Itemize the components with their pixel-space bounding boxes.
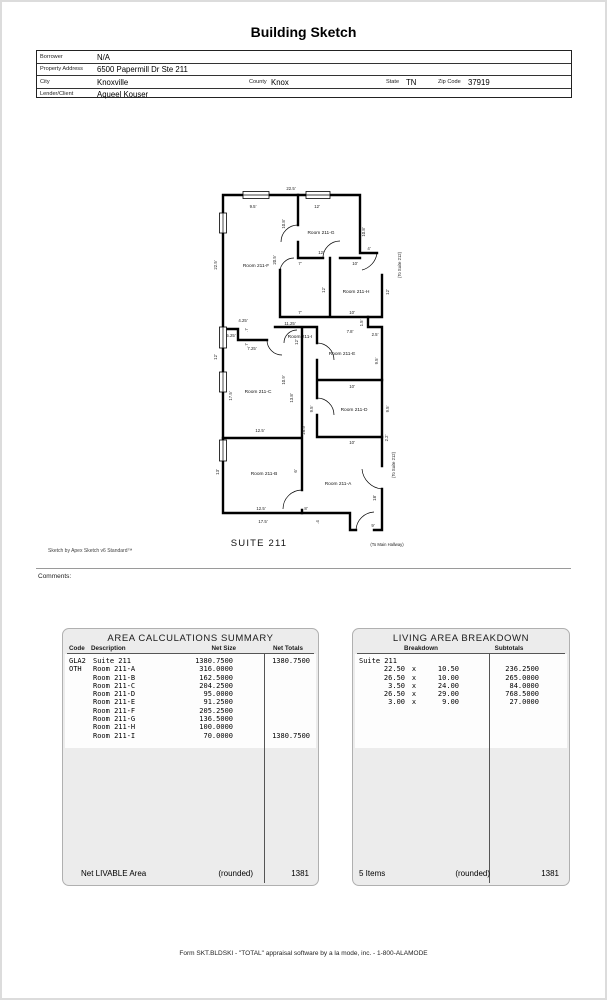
row-description: Room 211-D [93, 690, 136, 699]
multiply-sign: x [411, 665, 417, 674]
items-count-label: 5 Items [359, 869, 386, 878]
row-description: Room 211-A [93, 665, 136, 674]
borrower-label: Borrower [40, 53, 63, 60]
info-row-address [37, 64, 571, 77]
dim-b: 9.00 [442, 698, 459, 707]
dimension-label: 7' [298, 261, 302, 266]
breakdown-rows [353, 657, 569, 707]
area-summary-row [63, 723, 318, 731]
lender-value: Aqueel Kouser [97, 90, 149, 99]
row-description: Room 211-F [93, 706, 136, 715]
dim-a: 3.50 [388, 681, 405, 690]
property-address-value: 6500 Papermill Dr Ste 211 [97, 65, 188, 74]
dimension-label: .7 [244, 343, 249, 347]
dim-a: 26.50 [383, 690, 405, 699]
subtotal: 236.2500 [505, 665, 539, 674]
area-summary-row [63, 698, 318, 706]
room-label: Room 211-A [324, 482, 352, 487]
net-livable-value: 1381 [291, 869, 309, 878]
dimension-label: 17.5' [228, 391, 233, 401]
dimension-label: .7 [244, 328, 249, 332]
dimension-label: 12' [385, 289, 390, 295]
breakdown-row [353, 665, 569, 673]
net-livable-label: Net LIVABLE Area [81, 869, 147, 878]
dimension-label: 13.8' [289, 393, 294, 403]
zip-label: Zip Code [438, 78, 461, 85]
info-row-lender [37, 89, 571, 101]
living-breakdown-title: LIVING AREA BREAKDOWN [392, 633, 530, 644]
area-summary-row [63, 732, 318, 740]
area-summary-row [63, 665, 318, 673]
dimension-label: 11.25' [284, 321, 296, 326]
area-summary-row [63, 707, 318, 715]
dimension-label: 10' [349, 310, 355, 315]
subtotal: 265.0000 [505, 673, 539, 682]
living-breakdown-panel [352, 628, 570, 886]
row-description: Room 211-B [93, 673, 136, 682]
sketch-credit: Sketch by Apex Sketch v6 Standard™ [48, 548, 133, 554]
property-address-label: Property Address [40, 66, 83, 72]
lender-label: Lender/Client [40, 91, 74, 97]
door-arc [267, 340, 282, 355]
dim-b: 29.00 [437, 690, 459, 699]
door-arc [362, 469, 382, 489]
dimension-label: 7.8' [346, 329, 354, 334]
dimension-label: 10' [349, 384, 355, 389]
dimension-label: 1.5' [359, 319, 364, 327]
rounded-label: (rounded) [455, 869, 490, 878]
row-net-size: 91.2500 [203, 698, 233, 707]
dimension-label: 18' [372, 495, 377, 501]
county-label: County [249, 78, 267, 85]
col-header-code: Code [69, 645, 85, 652]
row-net-total: 1380.7500 [272, 731, 310, 740]
door-arc [283, 490, 302, 509]
dimension-label: 17.5' [258, 519, 268, 524]
row-description: Room 211-H [93, 723, 136, 732]
row-code: OTH [69, 665, 82, 674]
area-summary-row [63, 690, 318, 698]
multiply-sign: x [411, 673, 417, 682]
row-net-size: 100.0000 [199, 723, 233, 732]
area-summary-rows [63, 657, 318, 740]
row-net-size: 95.0000 [203, 690, 233, 699]
county-value: Knox [271, 77, 289, 87]
row-description: Room 211-C [93, 681, 136, 690]
row-net-size: 136.5000 [199, 715, 233, 724]
col-header-nettotals: Net Totals [273, 645, 303, 652]
interior-walls [223, 195, 382, 513]
dimension-label: 9.5' [309, 405, 314, 413]
form-footer: Form SKT.BLDSKI - "TOTAL" appraisal software by a la mode, inc. - 1-800-ALAMODE [179, 950, 428, 957]
exit-note: (To Suite 212) [391, 451, 396, 479]
area-calculations-panel [62, 628, 319, 886]
city-value: Knoxville [97, 77, 129, 87]
dimension-label: 10' [352, 261, 358, 266]
area-summary-row [63, 682, 318, 690]
exit-note: (To Suite 212) [397, 251, 402, 279]
rounded-label: (rounded) [218, 869, 253, 878]
area-calculations-title: AREA CALCULATIONS SUMMARY [107, 633, 274, 644]
dimension-label: 26.5' [301, 425, 306, 435]
dim-b: 24.00 [437, 681, 459, 690]
dimension-label: 7.25' [247, 346, 257, 351]
dimension-label: 12' [318, 250, 324, 255]
state-label: State [386, 78, 400, 85]
room-label: Room 211-C [244, 390, 272, 395]
row-description: Room 211-G [93, 715, 136, 724]
row-description: Room 211-E [93, 698, 136, 707]
breakdown-row [353, 690, 569, 698]
door-arc [317, 398, 334, 415]
dimension-label: 5.25' [226, 333, 236, 338]
row-net-size: 204.2500 [199, 681, 233, 690]
room-label: Room 211-G [307, 231, 335, 236]
dimension-label: 7' [298, 310, 302, 315]
state-value: TN [406, 77, 417, 87]
subtotal: 84.0000 [509, 681, 539, 690]
row-net-size: 70.0000 [203, 731, 233, 740]
col-header-netsize: Net Size [211, 645, 236, 652]
dimension-label: 12' [314, 204, 320, 209]
dimension-label: .4 [315, 520, 320, 524]
borrower-value: N/A [97, 52, 110, 62]
floor-plan [205, 180, 420, 555]
room-label: Room 211-D [340, 408, 368, 413]
area-summary-row [63, 674, 318, 682]
area-summary-row [63, 657, 318, 665]
property-info-table [36, 50, 572, 98]
multiply-sign: x [411, 698, 417, 707]
dimension-label: 4.25' [238, 318, 248, 323]
dimension-label: 12' [213, 354, 218, 360]
zip-value: 37919 [468, 77, 490, 87]
row-description: Room 211-I [93, 731, 136, 740]
row-net-size: 1380.7500 [195, 657, 233, 665]
dim-a: 22.50 [383, 665, 405, 674]
row-net-size: 316.0000 [199, 665, 233, 674]
door-arc [323, 241, 340, 258]
col-header-breakdown: Breakdown [404, 645, 438, 652]
dimension-label: 9.5' [374, 357, 379, 365]
dimension-label: 9.5' [249, 204, 257, 209]
exit-note: (To Main Hallway) [370, 542, 404, 547]
row-code: GLA2 [69, 657, 86, 665]
dimension-label: 12' [321, 287, 326, 293]
door-arc [280, 258, 294, 272]
dim-a: 3.00 [388, 698, 405, 707]
dimension-label: 2.5' [371, 332, 379, 337]
items-total-value: 1381 [541, 869, 559, 878]
dimension-label: 10.9' [281, 375, 286, 385]
divider-line [36, 568, 571, 569]
dimension-label: 10.8' [361, 227, 366, 237]
room-label: Room 211-B [250, 472, 278, 477]
area-summary-row [63, 715, 318, 723]
info-row-borrower [37, 51, 571, 64]
dimension-label: 8' [304, 506, 308, 511]
dim-b: 10.50 [437, 665, 459, 674]
breakdown-footer [353, 869, 569, 879]
dimension-label: 2.2' [384, 434, 389, 442]
dimension-label: 12.5' [256, 506, 266, 511]
row-description: Suite 211 [93, 657, 131, 665]
city-label: City [40, 78, 50, 85]
multiply-sign: x [411, 681, 417, 690]
room-label: Room 211-H [342, 290, 370, 295]
dimension-label: 9' [371, 523, 375, 528]
door-arc [362, 253, 377, 270]
dimension-label: 9.5' [385, 405, 390, 413]
col-header-description: Description [91, 645, 126, 652]
dimension-label: 20.5' [272, 255, 277, 265]
subtotal: 27.0000 [509, 698, 539, 707]
comments-label: Comments: [38, 573, 72, 580]
breakdown-row [353, 698, 569, 706]
row-net-total: 1380.7500 [272, 657, 310, 665]
dim-b: 10.00 [437, 673, 459, 682]
area-summary-footer [63, 869, 318, 879]
breakdown-group-row [353, 657, 569, 665]
room-label: Room 211-E [328, 352, 356, 357]
page-title: Building Sketch [250, 24, 357, 40]
suite-title: SUITE 211 [230, 538, 288, 549]
breakdown-group-label: Suite 211 [359, 657, 397, 665]
col-header-subtotals: Subtotals [494, 645, 524, 652]
dimension-label: 10' [349, 440, 355, 445]
room-label: Room 211-F [242, 264, 270, 269]
row-net-size: 162.5000 [199, 673, 233, 682]
breakdown-row [353, 674, 569, 682]
dimension-label: 22.5' [286, 186, 296, 191]
dimension-label: 22.5' [213, 260, 218, 270]
dim-a: 26.50 [383, 673, 405, 682]
dimension-label: 10.8' [281, 219, 286, 229]
info-row-city [37, 76, 571, 89]
breakdown-row [353, 682, 569, 690]
subtotal: 768.5000 [505, 690, 539, 699]
multiply-sign: x [411, 690, 417, 699]
dimension-label: 4' [367, 246, 371, 251]
row-net-size: 205.2500 [199, 706, 233, 715]
dimension-label: 6' [293, 469, 298, 473]
dimension-label: 13' [215, 469, 220, 475]
room-label: Room 211-I [287, 335, 313, 340]
dimension-label: 12' [294, 339, 299, 345]
dimension-label: 12.5' [255, 428, 265, 433]
